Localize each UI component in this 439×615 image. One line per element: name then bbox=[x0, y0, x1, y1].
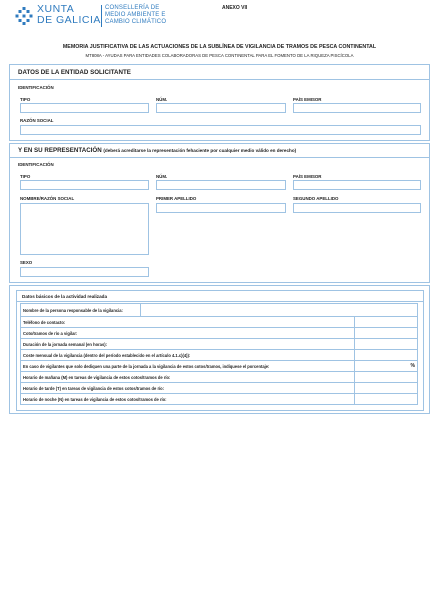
monthly-cost-field[interactable] bbox=[355, 350, 418, 361]
applicant-type-field[interactable] bbox=[20, 103, 149, 113]
representation-title: Y EN SU REPRESENTACIÓN bbox=[18, 147, 102, 154]
identification-label: IDENTIFICACIÓN bbox=[18, 162, 54, 167]
responsible-name-label: Nombre de la persona responsable de la vigilancia: bbox=[21, 304, 141, 317]
section-divider bbox=[10, 157, 429, 158]
table-row bbox=[21, 383, 418, 394]
section-divider bbox=[17, 301, 423, 302]
responsible-name-field[interactable] bbox=[141, 304, 418, 317]
night-schedule-field[interactable] bbox=[355, 394, 418, 405]
department-line-3: CAMBIO CLIMÁTICO bbox=[105, 19, 167, 25]
table-row bbox=[21, 394, 418, 405]
activity-section bbox=[9, 285, 430, 414]
type-label: TIPO bbox=[20, 174, 31, 179]
department-line-2: MEDIO AMBIENTE E bbox=[105, 12, 166, 18]
table-row bbox=[21, 339, 418, 350]
activity-inner-box bbox=[16, 290, 424, 411]
afternoon-schedule-label: Horario de tarde (T) en tareas de vigilancia de estos cotos/tramos de río: bbox=[21, 383, 355, 394]
representation-section bbox=[9, 143, 430, 283]
representative-country-field[interactable] bbox=[293, 180, 421, 190]
morning-schedule-label: Horario de mañana (M) en tareas de vigilancia de estos cotos/tramos de río: bbox=[21, 372, 355, 383]
document-subtitle: MT808A - AYUDAS PARA ENTIDADES COLABORADORAS DE PESCA CONTINENTAL PARA EL FOMENTO DE LA RIQUEZA PISCÍCOLA bbox=[85, 53, 354, 58]
river-stretch-field[interactable] bbox=[355, 328, 418, 339]
num-label: NÚM. bbox=[156, 97, 168, 102]
surname1-label: PRIMER APELLIDO bbox=[156, 196, 197, 201]
table-row bbox=[21, 304, 418, 317]
applicant-country-field[interactable] bbox=[293, 103, 421, 113]
table-row bbox=[21, 361, 418, 372]
department-line-1: CONSELLERÍA DE bbox=[105, 5, 160, 11]
brand-name bbox=[37, 4, 101, 26]
activity-table bbox=[20, 303, 418, 405]
company-name-label: RAZÓN SOCIAL bbox=[20, 118, 54, 123]
weekly-hours-label: Duración de la jornada semanal (en horas): bbox=[21, 339, 355, 350]
name-label: NOMBRE/RAZÓN SOCIAL bbox=[20, 196, 75, 201]
applicant-section bbox=[9, 64, 430, 141]
representative-surname1-field[interactable] bbox=[156, 203, 286, 213]
country-label: PAÍS EMISOR bbox=[293, 174, 322, 179]
night-schedule-label: Horario de noche (N) en tareas de vigilancia de estos cotos/tramos de río: bbox=[21, 394, 355, 405]
xunta-logo bbox=[14, 6, 34, 26]
surname2-label: SEGUNDO APELLIDO bbox=[293, 196, 339, 201]
representative-surname2-field[interactable] bbox=[293, 203, 421, 213]
brand-line-1: XUNTA bbox=[37, 3, 75, 15]
representation-section-title bbox=[18, 147, 296, 154]
annex-label: ANEXO VII bbox=[222, 5, 248, 11]
percentage-field[interactable] bbox=[355, 361, 418, 372]
phone-label: Teléfono de contacto: bbox=[21, 317, 355, 328]
morning-schedule-field[interactable] bbox=[355, 372, 418, 383]
num-label: NÚM. bbox=[156, 174, 168, 179]
applicant-num-field[interactable] bbox=[156, 103, 286, 113]
applicant-section-title: DATOS DE LA ENTIDAD SOLICITANTE bbox=[18, 69, 131, 76]
table-row bbox=[21, 317, 418, 328]
xunta-emblem-icon bbox=[14, 6, 34, 26]
representation-note: (deberá acreditarse la representación fehaciente por cualquier medio válido en derecho) bbox=[103, 148, 297, 153]
representative-sex-field[interactable] bbox=[20, 267, 149, 277]
table-row bbox=[21, 350, 418, 361]
document-title: MEMORIA JUSTIFICATIVA DE LAS ACTUACIONES DE LA SUBLÍNEA DE VIGILANCIA DE TRAMOS DE PESCA CONTINENTAL bbox=[62, 44, 377, 50]
applicant-company-name-field[interactable] bbox=[20, 125, 421, 135]
section-divider bbox=[10, 79, 429, 80]
river-stretch-label: Coto/tramos de río a vigilar: bbox=[21, 328, 355, 339]
percentage-label: En caso de vigilantes que solo dediquen una parte de la jornada a la vigilancia de estos cotos/tramos, indíquese el porcentaje: bbox=[21, 361, 355, 372]
representative-num-field[interactable] bbox=[156, 180, 286, 190]
representative-name-field[interactable] bbox=[20, 203, 149, 255]
percent-symbol: % bbox=[410, 363, 415, 369]
activity-title: Datos básicos de la actividad realizada bbox=[22, 294, 108, 299]
afternoon-schedule-field[interactable] bbox=[355, 383, 418, 394]
logo-divider bbox=[101, 5, 102, 27]
table-row bbox=[21, 328, 418, 339]
representative-type-field[interactable] bbox=[20, 180, 149, 190]
department-name bbox=[105, 5, 166, 26]
monthly-cost-label: Coste mensual de la vigilancia (dentro del período establecido en el artículo 4.1.c)(4)): bbox=[21, 350, 355, 361]
phone-field[interactable] bbox=[355, 317, 418, 328]
brand-line-2: DE GALICIA bbox=[37, 14, 101, 26]
identification-label: IDENTIFICACIÓN bbox=[18, 85, 54, 90]
country-label: PAÍS EMISOR bbox=[293, 97, 322, 102]
weekly-hours-field[interactable] bbox=[355, 339, 418, 350]
type-label: TIPO bbox=[20, 97, 31, 102]
table-row bbox=[21, 372, 418, 383]
sex-label: SEXO bbox=[20, 260, 33, 265]
